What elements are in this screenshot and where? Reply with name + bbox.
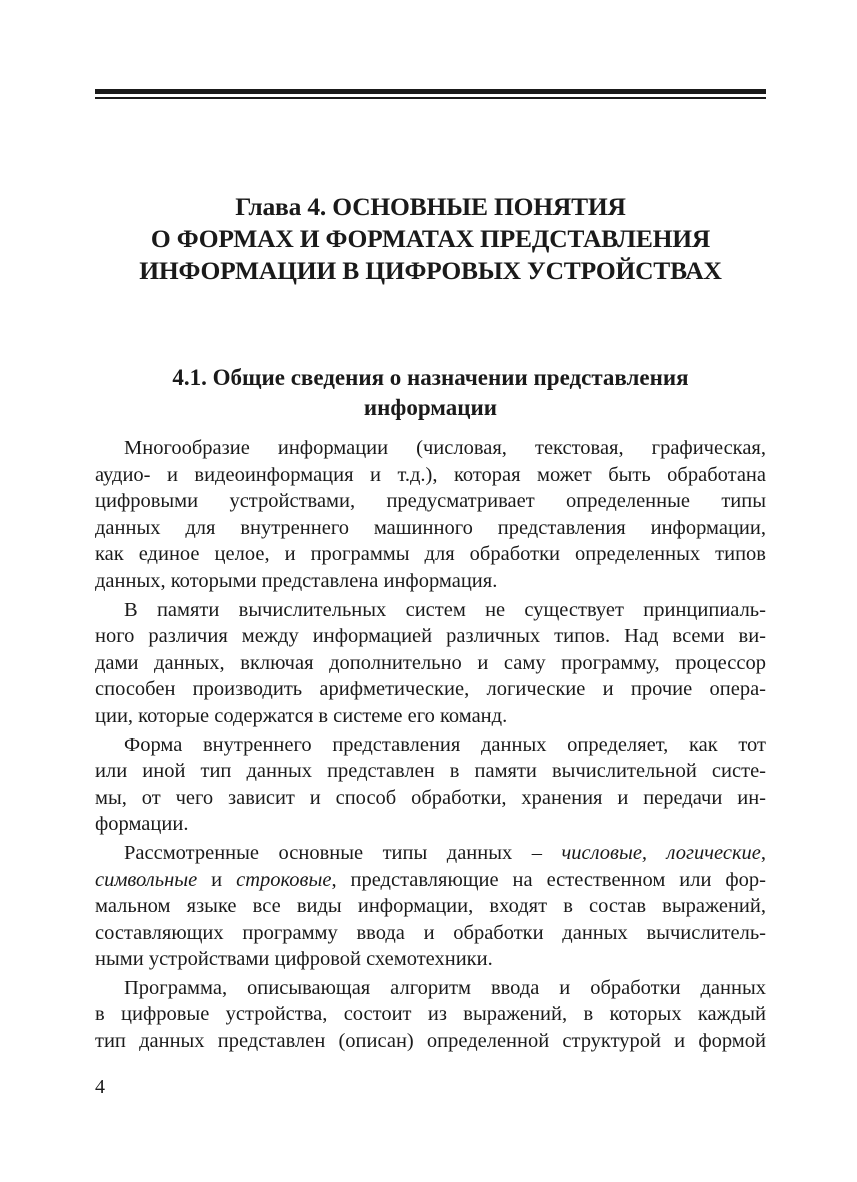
section-title	[95, 363, 766, 423]
chapter-title-line: О ФОРМАХ И ФОРМАТАХ ПРЕДСТАВЛЕНИЯ	[150, 224, 711, 253]
text-line: тип данных представлен (описан) определенной структурой и формой	[95, 1030, 766, 1053]
text-line: Программа, описывающая алгоритм ввода и обработки данных	[124, 976, 766, 999]
body-text	[95, 435, 766, 1055]
text-run: и	[197, 868, 237, 891]
paragraph	[95, 840, 766, 973]
text-line: составляющих программу ввода и обработки данных вычислитель-	[95, 921, 766, 944]
chapter-title-line: Глава 4. ОСНОВНЫЕ ПОНЯТИЯ	[235, 192, 626, 221]
text-line: ции, которые содержатся в системе его команд.	[95, 704, 508, 727]
text-run: ,	[760, 841, 767, 864]
text-line: дами данных, включая дополнительно и саму программу, процессор	[95, 651, 766, 674]
text-line: В памяти вычислительных систем не существует принципиаль-	[124, 598, 766, 621]
header-rule-thick	[95, 89, 766, 94]
text-line: ного различия между информацией различных типов. Над всеми ви-	[95, 625, 766, 648]
italic-term: символьные	[95, 868, 198, 891]
text-line: способен производить арифметические, логические и прочие опера-	[95, 678, 766, 701]
text-line: Многообразие информации (числовая, текстовая, графическая,	[124, 437, 766, 459]
text-line: ными устройствами цифровой схемотехники.	[95, 948, 493, 971]
text-line: мальном языке все виды информации, входят в состав выражений,	[95, 895, 766, 918]
chapter-title	[95, 191, 766, 287]
text-line: данных, которыми представлена информация.	[95, 569, 498, 592]
text-line: данных для внутреннего машинного представления информации,	[95, 516, 766, 539]
text-line: в цифровые устройства, состоит из выражений, в которых каждый	[95, 1003, 766, 1026]
text-line	[95, 840, 766, 867]
section-title-line: информации	[363, 395, 498, 420]
paragraph	[95, 435, 766, 595]
text-line: аудио- и видеоинформация и т.д.), которая может быть обработана	[95, 463, 766, 486]
text-line	[95, 867, 766, 894]
section-title-line: 4.1. Общие сведения о назначении представления	[172, 365, 689, 390]
italic-term: строковые	[236, 868, 332, 891]
header-rule-thin	[95, 97, 766, 99]
text-line: цифровыми устройствами, предусматривает определенные типы	[95, 490, 766, 513]
text-line: как единое целое, и программы для обработки определенных типов	[95, 543, 766, 566]
text-line: Форма внутреннего представления данных определяет, как тот	[124, 733, 766, 756]
text-run: Рассмотренные основные типы данных –	[124, 841, 562, 864]
chapter-title-line: ИНФОРМАЦИИ В ЦИФРОВЫХ УСТРОЙСТВАХ	[139, 256, 722, 285]
paragraph	[95, 597, 766, 730]
text-run: , представляющие на естественном или фор-	[331, 868, 766, 891]
text-line: формации.	[95, 813, 189, 836]
paragraph	[95, 975, 766, 1055]
paragraph	[95, 732, 766, 838]
italic-term: числовые, логические	[561, 841, 761, 864]
text-line: или иной тип данных представлен в памяти вычислительной систе-	[95, 760, 766, 783]
page-number: 4	[95, 1076, 105, 1098]
text-line: мы, от чего зависит и способ обработки, хранения и передачи ин-	[95, 786, 766, 809]
